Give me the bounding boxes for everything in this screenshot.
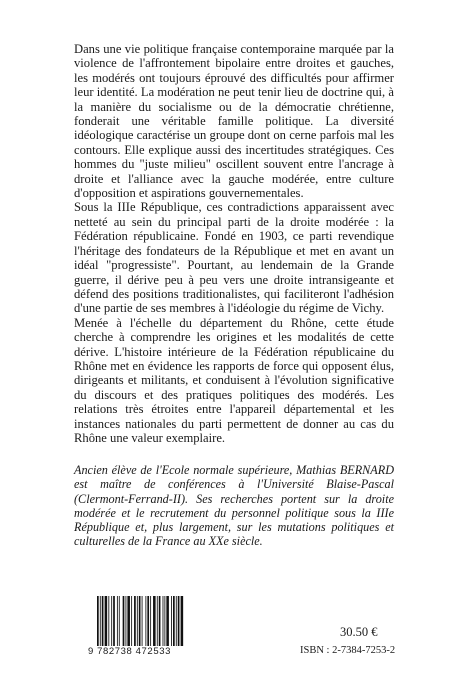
barcode-bar (102, 596, 104, 646)
barcode-bar (178, 596, 180, 646)
barcode-bar (131, 596, 132, 646)
barcode-digits: 9 782738 472533 (88, 646, 171, 657)
barcode-bar (97, 596, 99, 646)
barcode-bar (119, 596, 120, 646)
author-bio: Ancien élève de l'Ecole normale supérieure, Mathias BERNARD est maître de conférences à l'Université Blaise-Pascal (Clermont-Ferrand-II). Ses recherches portent sur la droite modérée et le recrutement du personnel politique sous la IIIe République et, plus largement, sur les mutations politiques et culturelles de la France au XXe siècle. (74, 463, 394, 549)
barcode-bar (134, 596, 136, 646)
price: 30.50 € (340, 625, 378, 639)
blurb-paragraph-2: Sous la IIIe République, ces contradictions apparaissent avec netteté au sein du principal parti de la droite modérée : la Fédération républicaine. Fondé en 1903, ce parti revendique l'héritage des fondateurs de la République et met en avant un idéal "progressiste". Pourtant, au lendemain de la Grande guerre, il dérive peu à peu vers une droite intransigeante et défend des positions traditionalistes, qui faciliteront l'adhésion d'une partie de ses membres à l'idéologie du régime de Vichy. (74, 200, 394, 316)
barcode-bar (113, 596, 115, 646)
barcode-bar (163, 596, 164, 646)
barcode-bar (139, 596, 141, 646)
barcode-bar (147, 596, 149, 646)
barcode-bar (126, 596, 127, 646)
barcode-bar (108, 596, 109, 646)
barcode-bar (137, 596, 138, 646)
barcode-bar (176, 596, 177, 646)
blurb-paragraph-3: Menée à l'échelle du département du Rhône, cette étude cherche à comprendre les origines et les modalités de cette dérive. L'histoire intérieure de la Fédération républicaine du Rhône met en évidence les rapports de force qui opposent élus, dirigeants et militants, et conduisent à l'évolution significative du discours et des pratiques politiques des modérés. Les relations très étroites entre l'appareil départemental et les instances nationales du parti permettent de donner au cas du Rhône une valeur exemplaire. (74, 315, 394, 445)
blurb (74, 42, 394, 445)
barcode-bar (153, 596, 156, 646)
barcode-bars (96, 596, 198, 648)
barcode-bar (166, 596, 169, 646)
barcode-bar (117, 596, 118, 646)
barcode-bar (173, 596, 175, 646)
barcode-bar (171, 596, 172, 646)
barcode-bar (111, 596, 112, 646)
barcode-bar (123, 596, 125, 646)
barcode-bar (105, 596, 108, 646)
barcode-bar (157, 596, 158, 646)
barcode (88, 596, 198, 657)
barcode-bar (145, 596, 146, 646)
barcode-bar (181, 596, 184, 646)
barcode-bar (164, 596, 165, 646)
blurb-paragraph-1: Dans une vie politique française contemporaine marquée par la violence de l'affrontement bipolaire entre droites et gauches, les modérés ont toujours éprouvé des difficultés pour affirmer leur identité. La modération ne peut tenir lieu de doctrine qui, à la manière du socialisme ou de la démocratie chrétienne, fonderait une véritable famille politique. La diversité idéologique caractérise un groupe dont on cerne parfois mal les contours. Elle explique aussi des incertitudes stratégiques. Ces hommes du "juste milieu" oscillent souvent entre l'ancrage à droite et l'alliance avec la gauche modérée, entre culture d'opposition et aspirations gouvernementales. (74, 42, 394, 201)
barcode-bar (100, 596, 101, 646)
barcode-bar (150, 596, 151, 646)
barcode-bar (159, 596, 161, 646)
barcode-bar (142, 596, 143, 646)
isbn: ISBN : 2-7384-7253-2 (300, 645, 396, 656)
barcode-bar (127, 596, 130, 646)
